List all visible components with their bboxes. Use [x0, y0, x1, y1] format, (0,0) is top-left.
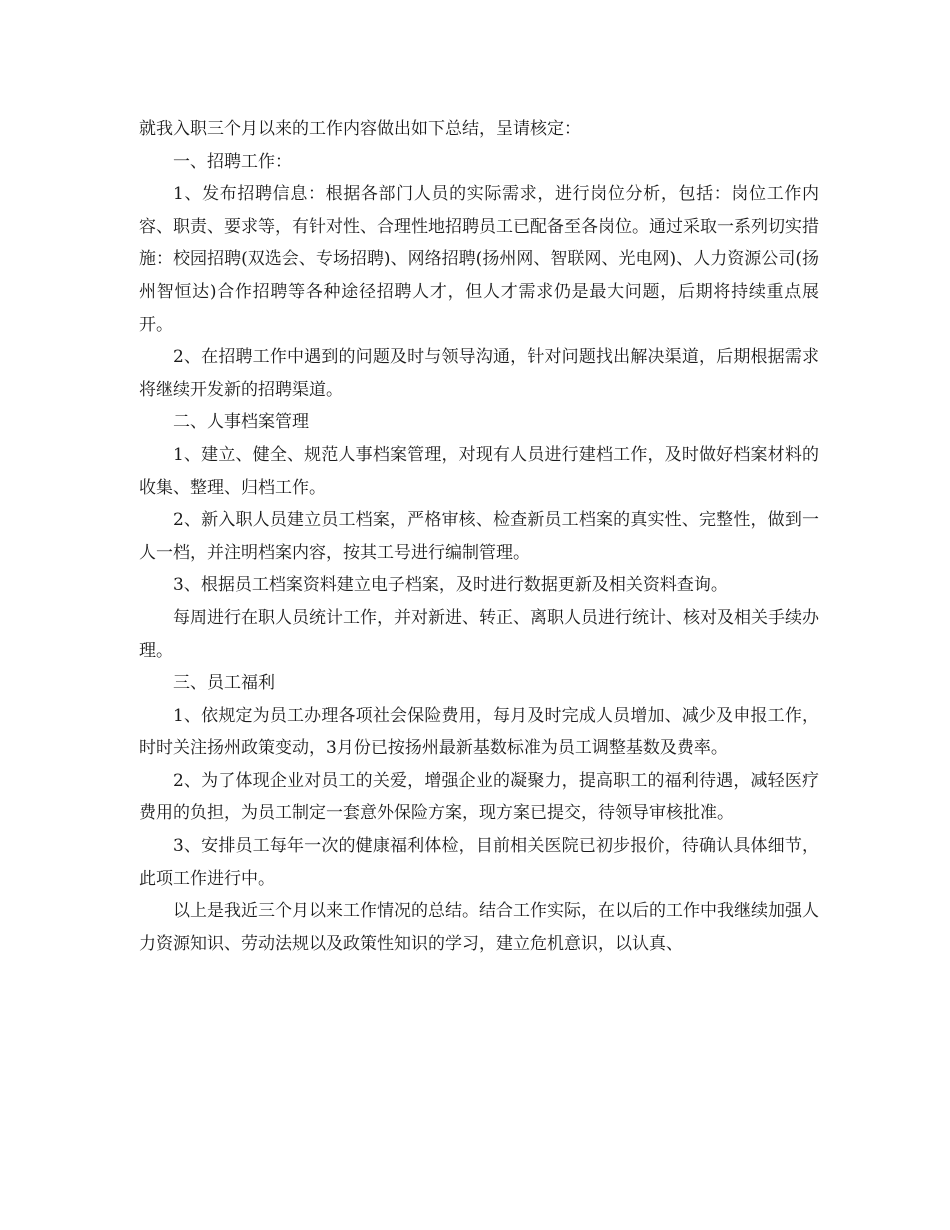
paragraph-recruitment-2: 2、在招聘工作中遇到的问题及时与领导沟通，针对问题找出解决渠道，后期根据需求将继续开发新的招聘渠道。 — [139, 347, 819, 400]
paragraph-files-2: 2、新入职人员建立员工档案，严格审核、检查新员工档案的真实性、完整性，做到一人一档，并注明档案内容，按其工号进行编制管理。 — [139, 510, 819, 563]
document-body — [139, 113, 819, 960]
paragraph-benefits-3: 3、安排员工每年一次的健康福利体检，目前相关医院已初步报价，待确认具体细节，此项工作进行中。 — [139, 836, 819, 889]
heading-employee-benefits: 三、员工福利 — [173, 673, 275, 694]
paragraph-conclusion: 以上是我近三个月以来工作情况的总结。结合工作实际，在以后的工作中我继续加强人力资源知识、劳动法规以及政策性知识的学习，建立危机意识，以认真、 — [139, 901, 819, 954]
paragraph-benefits-1: 1、依规定为员工办理各项社会保险费用，每月及时完成人员增加、减少及申报工作，时时关注扬州政策变动，3月份已按扬州最新基数标准为员工调整基数及费率。 — [139, 705, 819, 759]
paragraph-files-3: 3、根据员工档案资料建立电子档案，及时进行数据更新及相关资料查询。 — [173, 575, 728, 596]
paragraph-intro: 就我入职三个月以来的工作内容做出如下总结，呈请核定： — [139, 119, 581, 139]
heading-personnel-files: 二、人事档案管理 — [173, 412, 309, 433]
heading-recruitment: 一、招聘工作： — [173, 151, 292, 172]
paragraph-weekly-stats: 每周进行在职人员统计工作，并对新进、转正、离职人员进行统计、核对及相关手续办理。 — [139, 607, 819, 661]
paragraph-files-1: 1、建立、健全、规范人事档案管理，对现有人员进行建档工作，及时做好档案材料的收集、整理、归档工作。 — [139, 444, 819, 498]
paragraph-recruitment-1: 1、发布招聘信息：根据各部门人员的实际需求，进行岗位分析，包括：岗位工作内容、职责、要求等，有针对性、合理性地招聘员工已配备至各岗位。通过采取一系列切实措施：校园招聘(双选会、专场招聘)、网络招聘(扬州网、智联网、光电网)、人力资源公司(扬州智恒达)合作招聘等各种途径招聘人才，但人才需求仍是最大问题，后期将持续重点展开。 — [139, 184, 819, 335]
paragraph-benefits-2: 2、为了体现企业对员工的关爱，增强企业的凝聚力，提高职工的福利待遇，减轻医疗费用的负担，为员工制定一套意外保险方案，现方案已提交，待领导审核批准。 — [139, 770, 819, 824]
